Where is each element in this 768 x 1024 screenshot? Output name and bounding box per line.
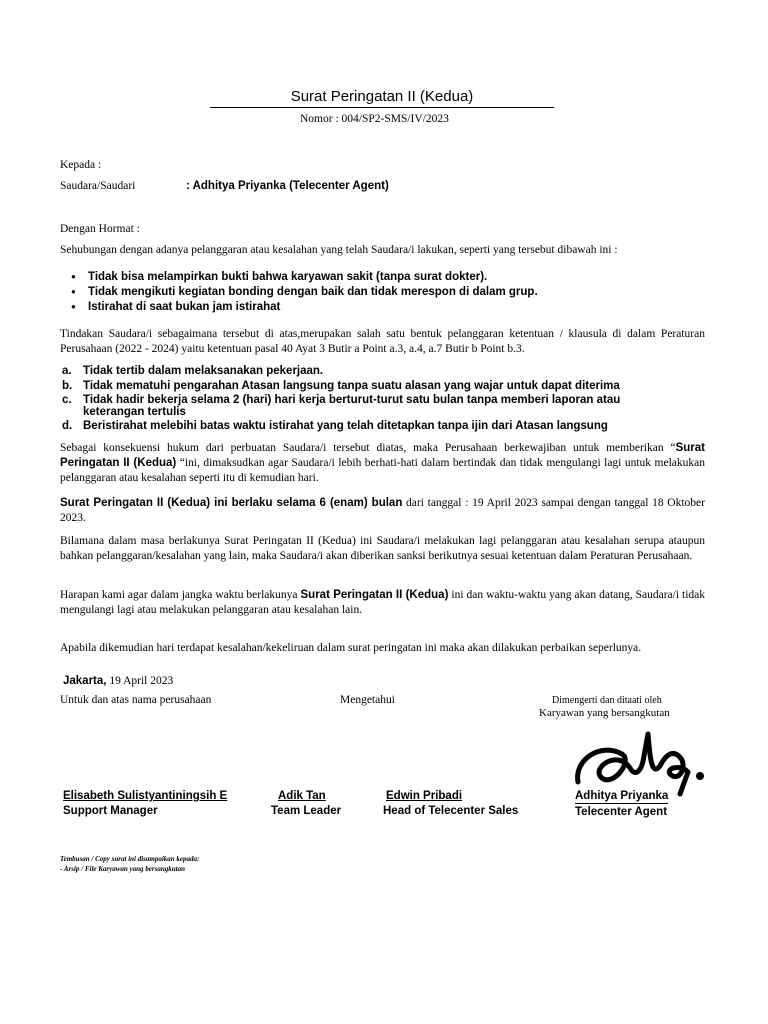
recipient-label: Saudara/Saudari	[60, 180, 136, 192]
employee-caption: Karyawan yang bersangkutan	[539, 707, 670, 719]
violation-item: ● Tidak mengikuti kegiatan bonding dengan baik dan tidak merespon di dalam grup.	[88, 286, 538, 298]
acknowledged-caption: Mengetahui	[340, 694, 395, 706]
harapan-paragraph: Harapan kami agar dalam jangka waktu berlakunya Surat Peringatan II (Kedua) ini dan waktu-waktu yang akan datang, Saudara/i tidak mengulangi lagi atau melakukan pelanggaran atau kesalahan lain.	[60, 589, 705, 616]
clause-text: Beristirahat melebihi batas waktu istirahat yang telah ditetapkan tanpa ijin dari Atasan langsung	[83, 420, 608, 432]
tindakan-paragraph: Tindakan Saudara/i sebagaimana tersebut di atas,merupakan salah satu bentuk pelanggaran ketentuan / klausula di dalam Peraturan Perusahaan (2022 - 2024) yaitu ketentuan pasal 40 Ayat 3 Butir a Point a.3, a.4, a.7 Butir b Point b.3.	[60, 328, 705, 355]
intro-paragraph: Sehubungan dengan adanya pelanggaran atau kesalahan yang telah Saudara/i lakukan, seperti yang tersebut dibawah ini :	[60, 244, 618, 256]
clause-text: Tidak tertib dalam melaksanakan pekerjaan.	[83, 365, 324, 377]
apabila-paragraph: Apabila dikemudian hari terdapat kesalahan/kekeliruan dalam surat peringatan ini maka akan dilakukan perbaikan seperlunya.	[60, 642, 642, 654]
signatory-name: Edwin Pribadi	[386, 790, 463, 802]
violation-item: ● Istirahat di saat bukan jam istirahat	[88, 301, 280, 313]
violation-item: ● Tidak bisa melampirkan bukti bahwa karyawan sakit (tanpa surat dokter).	[88, 271, 487, 283]
signatory-name: Adik Tan	[278, 790, 326, 802]
recipient-value: : Adhitya Priyanka (Telecenter Agent)	[186, 180, 389, 192]
validity-paragraph: Surat Peringatan II (Kedua) ini berlaku selama 6 (enam) bulan dari tanggal : 19 April 2023 sampai dengan tanggal 18 Oktober 2023.	[60, 497, 705, 524]
signatory-role: Support Manager	[63, 805, 158, 817]
konsekuensi-paragraph: Sebagai konsekuensi hukum dari perbuatan Saudara/i tersebut diatas, maka Perusahaan berkewajiban untuk memberikan “Surat Peringatan II (Kedua) “ini, dimaksudkan agar Saudara/i lebih berhati-hati dalam bertindak dan tidak mengulangi lagi untuk melakukan pelanggaran atau kesalahan seperti itu di kemudian hari.	[60, 442, 705, 484]
clause-text: Tidak hadir bekerja selama 2 (hari) hari kerja berturut-turut satu bulan tanpa memberi laporan atau	[83, 394, 621, 406]
addressee-label: Kepada :	[60, 159, 102, 171]
signatory-role: Telecenter Agent	[575, 806, 668, 818]
copy-recipient: - Arsip / File Karyawan yang bersangkutan	[60, 865, 185, 873]
signatory-role: Head of Telecenter Sales	[383, 805, 519, 817]
salutation: Dengan Hormat :	[60, 223, 140, 235]
clause-text: Tidak mematuhi pengarahan Atasan langsung tanpa suatu alasan yang wajar untuk dapat diterima	[83, 380, 620, 392]
clause-mark: d.	[62, 420, 73, 432]
clause-text-continued: keterangan tertulis	[83, 406, 186, 418]
letter-title: Surat Peringatan II (Kedua)	[210, 88, 554, 108]
handwritten-signature	[570, 720, 720, 800]
letter-number: Nomor : 004/SP2-SMS/IV/2023	[300, 113, 449, 125]
signatory-name: Elisabeth Sulistyantiningsih E	[63, 790, 228, 802]
company-caption: Untuk dan atas nama perusahaan	[60, 694, 212, 706]
clause-mark: b.	[62, 380, 73, 392]
signatory-role: Team Leader	[271, 805, 342, 817]
copy-note: Tembusan / Copy surat ini disampaikan kepada:	[60, 855, 200, 863]
clause-mark: a.	[62, 365, 72, 377]
signatory-name: Adhitya Priyanka	[575, 790, 669, 802]
clause-mark: c.	[62, 394, 72, 406]
place-date: Jakarta, 19 April 2023	[63, 675, 174, 687]
understood-caption: Dimengerti dan ditaati oleh	[552, 695, 662, 706]
bilamana-paragraph: Bilamana dalam masa berlakunya Surat Peringatan II (Kedua) ini Saudara/i melakukan lagi pelanggaran atau kesalahan serupa ataupun bahkan pelanggaran/kesalahan yang lain, maka Saudara/i akan diberikan sanksi berikutnya sesuai ketentuan dalam Peraturan Perusahaan.	[60, 535, 705, 562]
